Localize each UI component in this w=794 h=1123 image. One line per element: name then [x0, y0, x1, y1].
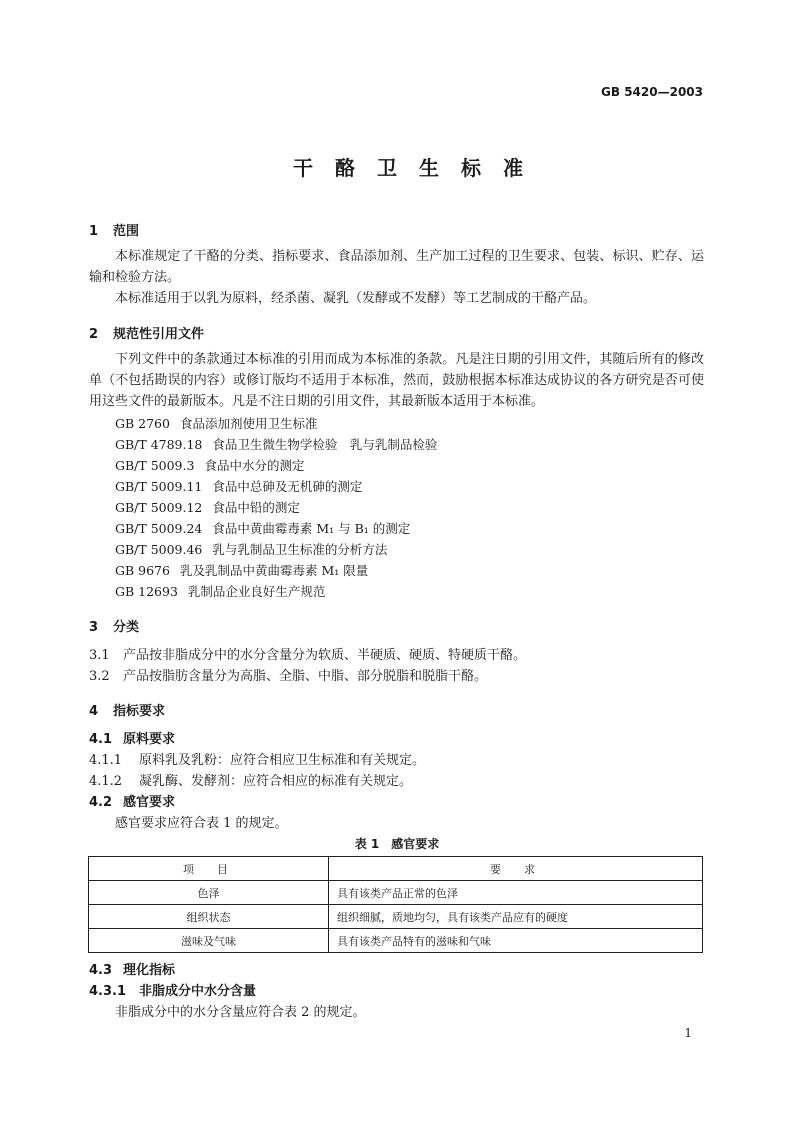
- clause-4-3: [89, 960, 175, 981]
- clause-3-1: [89, 645, 526, 666]
- section-4-heading: [89, 700, 165, 719]
- clause-number: 4.3: [89, 963, 113, 978]
- section-1-paragraph-2: 本标准适用于以乳为原料，经杀菌、凝乳（发酵或不发酵）等工艺制成的干酪产品。: [115, 291, 597, 306]
- standard-code: GB 5420—2003: [601, 85, 703, 99]
- clause-number: 3.2: [89, 669, 110, 684]
- reference-item: [115, 581, 325, 602]
- table-cell: 色泽: [89, 881, 329, 905]
- reference-code: GB/T 5009.24: [115, 521, 203, 536]
- section-2-paragraph: 下列文件中的条款通过本标准的引用而成为本标准的条款。凡是注日期的引用文件，其随后所有的修改单（不包括勘误的内容）或修订版均不适用于本标准，然而，鼓励根据本标准达成协议的各方研究是否可使用这些文件的最新版本。凡是不注日期的引用文件，其最新版本适用于本标准。: [89, 352, 704, 409]
- table-cell: 组织状态: [89, 905, 329, 929]
- clause-text: 原料乳及乳粉：应符合相应卫生标准和有关规定。: [139, 753, 426, 768]
- table-cell: 具有该类产品特有的滋味和气味: [329, 929, 703, 953]
- reference-code: GB 2760: [115, 416, 170, 431]
- reference-title: 乳制品企业良好生产规范: [187, 584, 326, 599]
- clause-4-2-paragraph: 感官要求应符合表 1 的规定。: [115, 816, 288, 831]
- clause-text: 凝乳酶、发酵剂：应符合相应的标准有关规定。: [139, 774, 413, 789]
- reference-item: [115, 497, 300, 518]
- reference-code: GB/T 5009.11: [115, 479, 203, 494]
- table-row: [89, 905, 703, 929]
- section-title: 范围: [113, 224, 140, 239]
- clause-text: 产品按非脂成分中的水分含量分为软质、半硬质、硬质、特硬质干酪。: [123, 648, 527, 663]
- reference-item: [115, 560, 368, 581]
- table-cell: 滋味及气味: [89, 929, 329, 953]
- clause-title: 感官要求: [123, 795, 176, 810]
- reference-title: 食品中水分的测定: [204, 458, 305, 473]
- table-header-cell: 项 目: [89, 857, 329, 881]
- section-number: 4: [89, 704, 99, 719]
- clause-number: 4.2: [89, 795, 113, 810]
- section-title: 规范性引用文件: [113, 327, 205, 342]
- clause-number: 3.1: [89, 648, 110, 663]
- clause-number: 4.1: [89, 732, 113, 747]
- clause-4-3-1: [89, 981, 256, 1002]
- table-header-cell: 要 求: [329, 857, 703, 881]
- table-row: [89, 881, 703, 905]
- reference-code: GB 12693: [115, 584, 178, 599]
- section-number: 3: [89, 620, 99, 635]
- section-title: 指标要求: [113, 704, 166, 719]
- reference-item: [115, 476, 362, 497]
- clause-title: 理化指标: [123, 963, 176, 978]
- section-number: 2: [89, 327, 99, 342]
- reference-code: GB/T 4789.18: [115, 437, 203, 452]
- section-title: 分类: [113, 620, 140, 635]
- reference-title: 乳与乳制品卫生标准的分析方法: [212, 542, 388, 557]
- reference-code: GB/T 5009.46: [115, 542, 203, 557]
- section-number: 1: [89, 224, 99, 239]
- section-1-heading: [89, 220, 139, 239]
- table-1-sensory-requirements: [88, 856, 703, 953]
- clause-text: 产品按脂肪含量分为高脂、全脂、中脂、部分脱脂和脱脂干酪。: [123, 669, 488, 684]
- table-cell: 具有该类产品正常的色泽: [329, 881, 703, 905]
- reference-title: 食品添加剂使用卫生标准: [179, 416, 318, 431]
- reference-item: [115, 539, 387, 560]
- clause-3-2: [89, 666, 487, 687]
- clause-4-1-2: [89, 771, 412, 792]
- reference-code: GB/T 5009.12: [115, 500, 203, 515]
- clause-4-1-1: [89, 750, 425, 771]
- reference-item: [115, 434, 437, 455]
- section-2-heading: [89, 323, 204, 342]
- section-3-heading: [89, 616, 139, 635]
- table-cell: 组织细腻，质地均匀，具有该类产品应有的硬度: [329, 905, 703, 929]
- reference-title: 食品中总砷及无机砷的测定: [212, 479, 363, 494]
- table-header-row: [89, 857, 703, 881]
- reference-item: [115, 518, 410, 539]
- reference-item: [115, 455, 304, 476]
- page-number: 1: [684, 1026, 692, 1040]
- clause-title: 原料要求: [123, 732, 176, 747]
- reference-code: GB/T 5009.3: [115, 458, 195, 473]
- reference-title: 食品中黄曲霉毒素 M₁ 与 B₁ 的测定: [212, 521, 411, 536]
- clause-4-1: [89, 729, 175, 750]
- clause-number: 4.3.1: [89, 984, 127, 999]
- clause-title: 非脂成分中水分含量: [139, 984, 257, 999]
- reference-title: 乳及乳制品中黄曲霉毒素 M₁ 限量: [179, 563, 369, 578]
- document-title: 干酪卫生标准: [293, 156, 545, 180]
- clause-number: 4.1.1: [89, 753, 123, 768]
- clause-number: 4.1.2: [89, 774, 123, 789]
- reference-title: 食品中铅的测定: [212, 500, 300, 515]
- clause-4-2: [89, 792, 175, 813]
- reference-code: GB 9676: [115, 563, 170, 578]
- table-row: [89, 929, 703, 953]
- clause-4-3-1-paragraph: 非脂成分中的水分含量应符合表 2 的规定。: [115, 1005, 366, 1020]
- reference-item: [115, 413, 317, 434]
- table-1-caption: 表 1 感官要求: [354, 837, 440, 851]
- section-1-paragraph-1: 本标准规定了干酪的分类、指标要求、食品添加剂、生产加工过程的卫生要求、包装、标识、贮存、运输和检验方法。: [89, 249, 704, 285]
- reference-title: 食品卫生微生物学检验 乳与乳制品检验: [212, 437, 438, 452]
